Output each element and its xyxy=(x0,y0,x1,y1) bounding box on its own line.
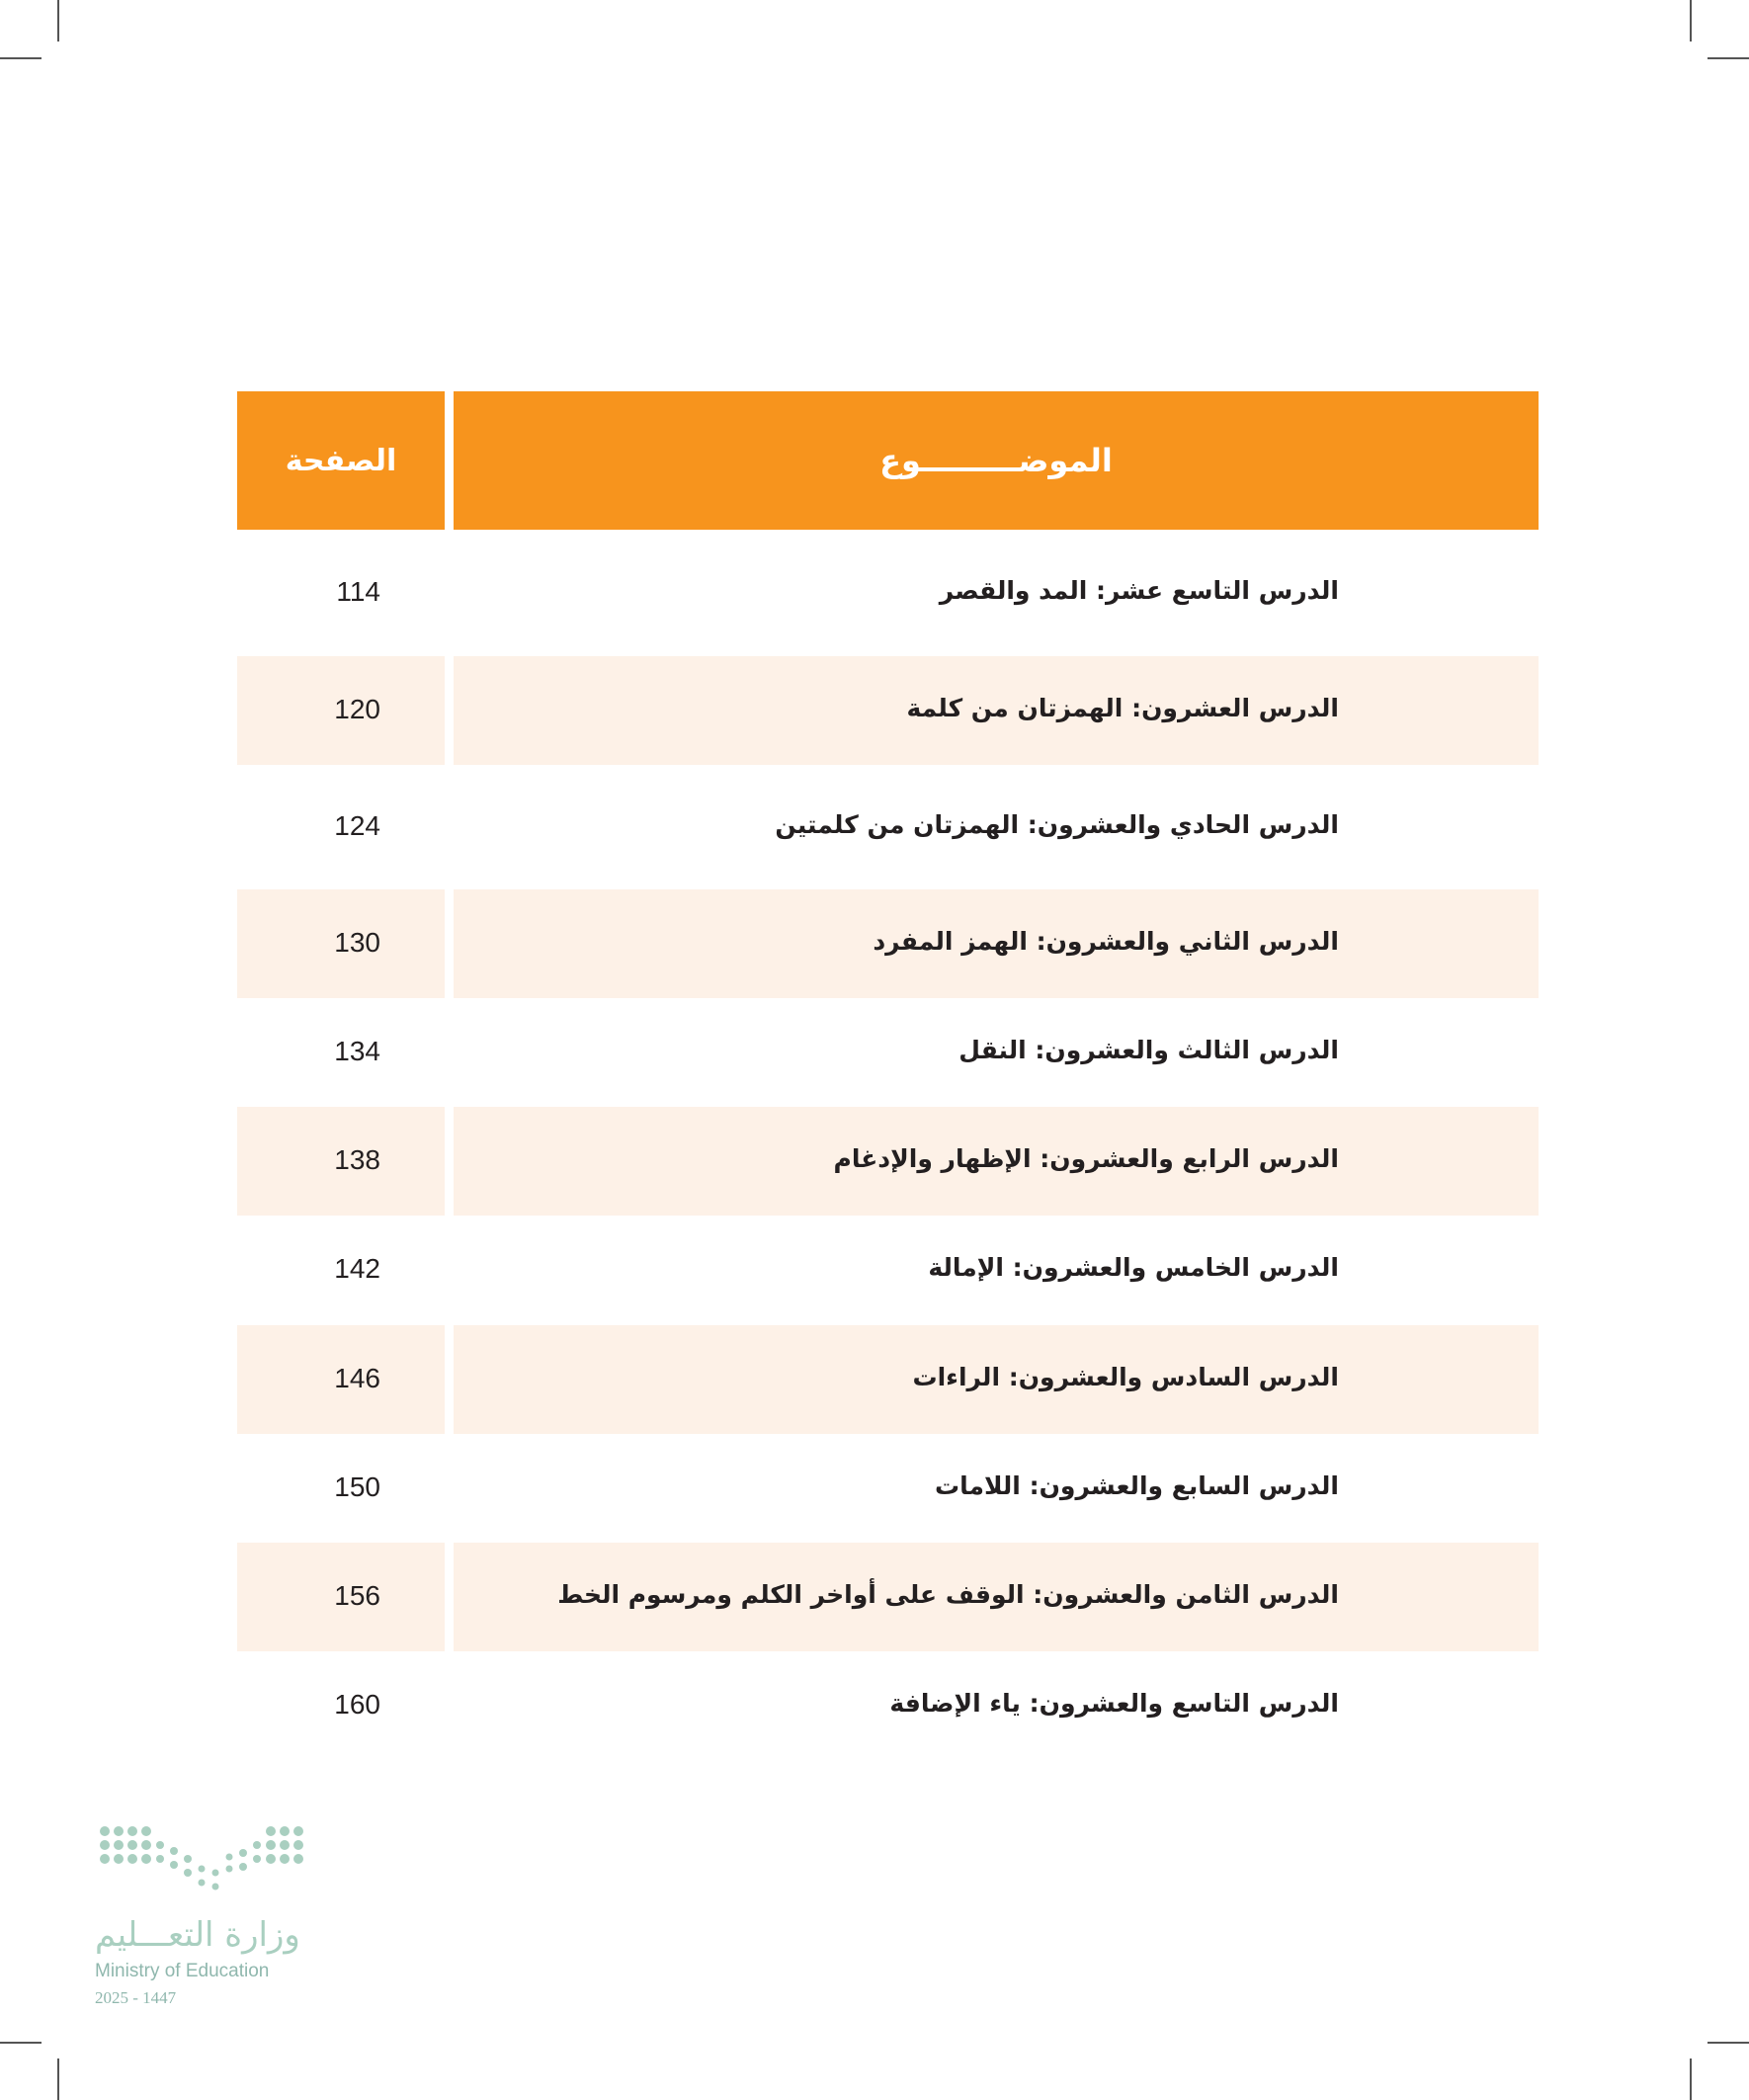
page-number-5: 134 xyxy=(334,1036,380,1066)
page-number-2: 120 xyxy=(334,694,380,724)
page-number-11: 160 xyxy=(334,1689,380,1720)
crop-mark-tr-vertical xyxy=(1690,0,1692,42)
crop-mark-br-vertical xyxy=(1690,2058,1692,2100)
lesson-title-7: الدرس الخامس والعشرون: الإمالة xyxy=(928,1253,1339,1282)
page-number-9: 150 xyxy=(334,1471,380,1502)
header-subject-label: الموضـــــــــوع xyxy=(879,442,1113,479)
lesson-title-9: الدرس السابع والعشرون: اللامات xyxy=(934,1471,1339,1500)
lesson-title-10: الدرس الثامن والعشرون: الوقف على أواخر الكلم ومرسوم الخط xyxy=(557,1580,1339,1609)
page-number-1: 114 xyxy=(336,576,380,607)
lesson-title-1: الدرس التاسع عشر: المد والقصر xyxy=(939,576,1339,605)
crop-mark-br-horizontal xyxy=(1707,2042,1749,2044)
header-subject-cell xyxy=(454,391,1539,530)
page-number-10: 156 xyxy=(334,1580,380,1611)
crop-mark-tl-horizontal xyxy=(0,57,42,59)
lesson-title-3: الدرس الحادي والعشرون: الهمزتان من كلمتين xyxy=(775,810,1339,839)
crop-mark-bl-horizontal xyxy=(0,2042,42,2044)
page-number-4: 130 xyxy=(334,927,380,958)
lesson-title-2: الدرس العشرون: الهمزتان من كلمة xyxy=(906,694,1339,722)
page-number-7: 142 xyxy=(334,1253,380,1284)
page-number-6: 138 xyxy=(334,1144,380,1175)
lesson-title-4: الدرس الثاني والعشرون: الهمز المفرد xyxy=(873,927,1339,956)
page-number-8: 146 xyxy=(334,1363,380,1393)
ministry-name-arabic: وزارة التعـــليم xyxy=(95,1915,300,1955)
crop-mark-bl-vertical xyxy=(57,2058,59,2100)
ministry-logo-dots-icon xyxy=(97,1823,314,1902)
crop-mark-tl-vertical xyxy=(57,0,59,42)
ministry-name-english: Ministry of Education xyxy=(95,1961,270,1981)
lesson-title-11: الدرس التاسع والعشرون: ياء الإضافة xyxy=(889,1689,1339,1718)
edition-year: 2025 - 1447 xyxy=(95,1988,177,2007)
lesson-title-6: الدرس الرابع والعشرون: الإظهار والإدغام xyxy=(833,1144,1339,1173)
page-number-3: 124 xyxy=(334,810,380,841)
header-page-cell xyxy=(237,391,445,530)
header-page-label: الصفحة xyxy=(285,443,397,478)
lesson-title-8: الدرس السادس والعشرون: الراءات xyxy=(912,1363,1339,1391)
crop-mark-tr-horizontal xyxy=(1707,57,1749,59)
lesson-title-5: الدرس الثالث والعشرون: النقل xyxy=(958,1036,1339,1064)
